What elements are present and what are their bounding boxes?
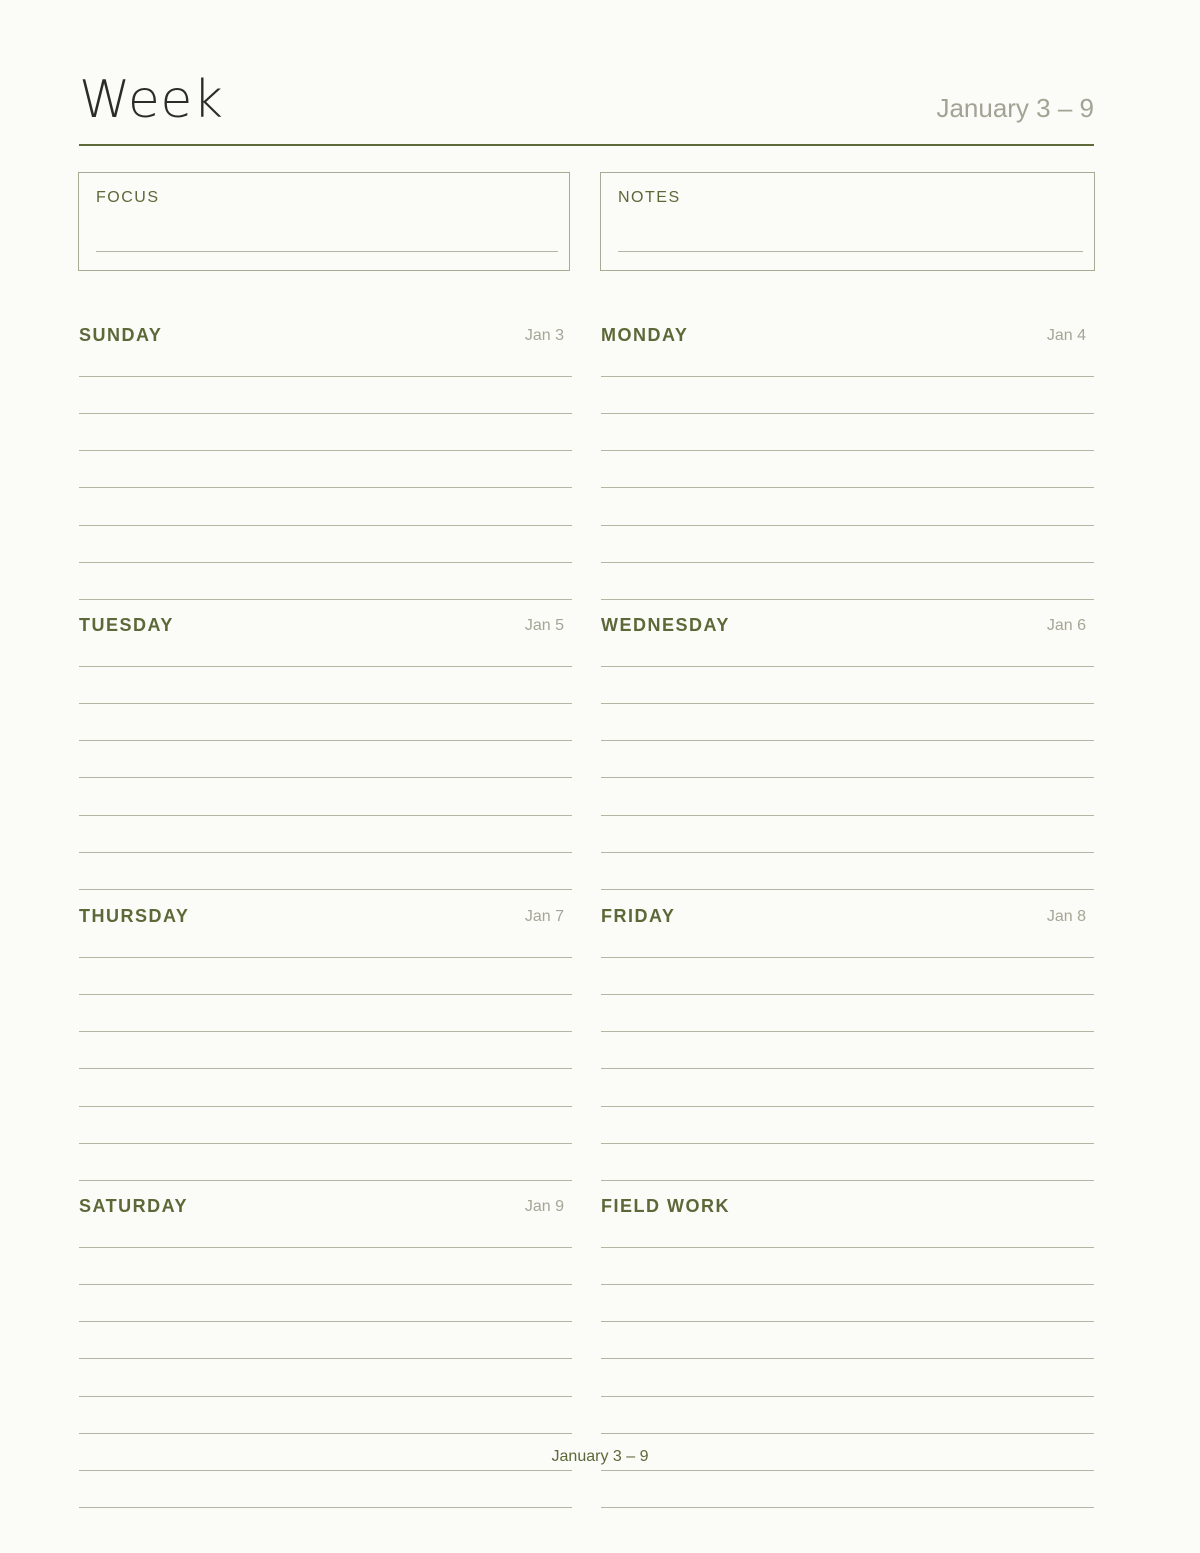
writing-line xyxy=(79,777,572,778)
section-name: FIELD WORK xyxy=(601,1196,730,1216)
writing-line xyxy=(601,666,1094,667)
notes-writing-line xyxy=(618,251,1083,252)
writing-line xyxy=(601,1247,1094,1248)
day-section-tuesday[interactable] xyxy=(79,600,572,890)
section-field-work[interactable] xyxy=(601,1181,1094,1471)
writing-line xyxy=(601,562,1094,563)
writing-line xyxy=(79,740,572,741)
writing-line xyxy=(79,703,572,704)
writing-line xyxy=(79,1106,572,1107)
writing-line xyxy=(601,1433,1094,1434)
day-section-sunday[interactable] xyxy=(79,310,572,600)
writing-line xyxy=(79,1358,572,1359)
writing-line xyxy=(79,852,572,853)
writing-line xyxy=(79,1396,572,1397)
day-section-saturday[interactable] xyxy=(79,1181,572,1471)
writing-line xyxy=(79,1433,572,1434)
day-section-monday[interactable] xyxy=(601,310,1094,600)
day-date: Jan 7 xyxy=(524,908,564,925)
writing-line xyxy=(601,1106,1094,1107)
writing-line xyxy=(601,994,1094,995)
writing-line xyxy=(79,1321,572,1322)
writing-line xyxy=(79,562,572,563)
writing-line xyxy=(601,1143,1094,1144)
writing-line xyxy=(79,1068,572,1069)
writing-line xyxy=(79,1284,572,1285)
writing-line xyxy=(79,815,572,816)
writing-line xyxy=(79,1247,572,1248)
writing-line xyxy=(601,889,1094,890)
writing-line xyxy=(601,450,1094,451)
writing-line xyxy=(601,852,1094,853)
writing-line xyxy=(601,1470,1094,1471)
day-date: Jan 5 xyxy=(524,617,564,634)
day-date: Jan 3 xyxy=(524,327,564,344)
day-date: Jan 9 xyxy=(524,1198,564,1215)
writing-line xyxy=(79,889,572,890)
day-name: SUNDAY xyxy=(79,325,163,345)
day-name: FRIDAY xyxy=(601,906,676,926)
writing-line xyxy=(601,413,1094,414)
day-name: THURSDAY xyxy=(79,906,190,926)
focus-writing-line xyxy=(96,251,558,252)
writing-line xyxy=(79,413,572,414)
day-name: MONDAY xyxy=(601,325,689,345)
writing-line xyxy=(601,376,1094,377)
notes-box[interactable] xyxy=(600,172,1095,271)
writing-line xyxy=(601,1068,1094,1069)
writing-line xyxy=(601,487,1094,488)
writing-line xyxy=(79,666,572,667)
week-date-range: January 3 – 9 xyxy=(936,93,1094,123)
day-section-friday[interactable] xyxy=(601,891,1094,1181)
writing-line xyxy=(79,1031,572,1032)
writing-line xyxy=(601,703,1094,704)
focus-label: FOCUS xyxy=(96,189,160,206)
day-date: Jan 8 xyxy=(1046,908,1086,925)
writing-line xyxy=(601,525,1094,526)
writing-line xyxy=(601,777,1094,778)
writing-line xyxy=(601,1284,1094,1285)
focus-box[interactable] xyxy=(78,172,570,271)
writing-line xyxy=(601,815,1094,816)
page-title: Week xyxy=(79,70,224,130)
writing-line xyxy=(79,376,572,377)
footer-date-range: January 3 – 9 xyxy=(551,1448,649,1465)
writing-line xyxy=(79,487,572,488)
header-rule xyxy=(79,144,1094,146)
writing-line xyxy=(79,450,572,451)
writing-line xyxy=(79,957,572,958)
writing-line xyxy=(79,994,572,995)
writing-line xyxy=(79,1470,572,1471)
writing-line xyxy=(601,1358,1094,1359)
writing-line xyxy=(79,525,572,526)
day-date: Jan 6 xyxy=(1046,617,1086,634)
writing-line xyxy=(601,1031,1094,1032)
writing-line xyxy=(79,1143,572,1144)
writing-line xyxy=(601,957,1094,958)
day-section-thursday[interactable] xyxy=(79,891,572,1181)
writing-line xyxy=(601,1321,1094,1322)
writing-line xyxy=(601,1396,1094,1397)
day-name: WEDNESDAY xyxy=(601,615,730,635)
writing-line xyxy=(601,1507,1094,1508)
day-section-wednesday[interactable] xyxy=(601,600,1094,890)
day-date: Jan 4 xyxy=(1046,327,1086,344)
writing-line xyxy=(79,1507,572,1508)
day-name: TUESDAY xyxy=(79,615,174,635)
writing-line xyxy=(601,740,1094,741)
notes-label: NOTES xyxy=(618,189,681,206)
day-name: SATURDAY xyxy=(79,1196,189,1216)
